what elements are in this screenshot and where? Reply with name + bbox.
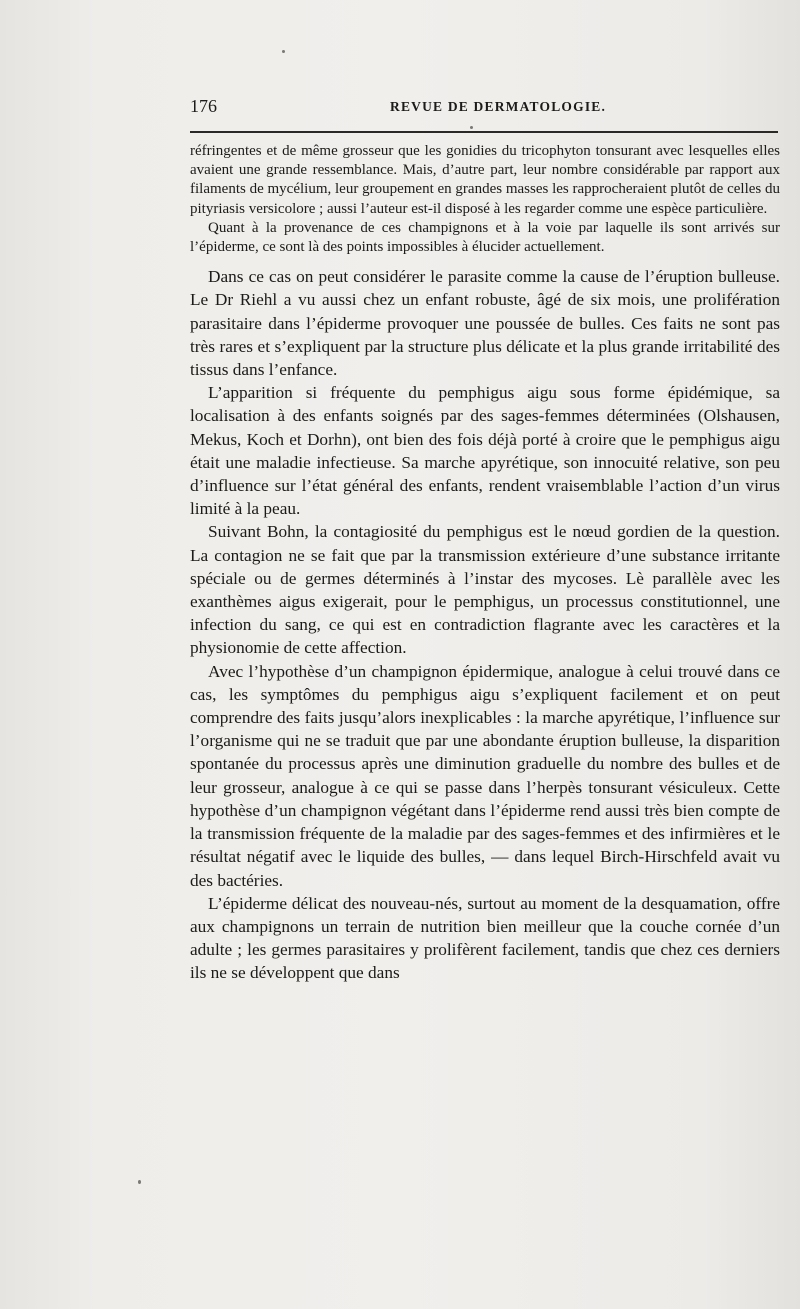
paragraph: L’épiderme délicat des nouveau-nés, surtout au moment de la desquamation, offre aux champignons un terrain de nutrition bien meilleur que la couche cornée d’un adulte ; les germes parasitaires y prolifèrent facilement, tandis que chez ces derniers ils ne se développent que dans: [190, 893, 780, 983]
paper-speck: [470, 126, 473, 129]
page-number: 176: [190, 96, 217, 116]
header-rule: [190, 131, 778, 133]
small-print-section: [190, 142, 780, 257]
paragraph: Quant à la provenance de ces champignons et à la voie par laquelle ils sont arrivés sur l’épiderme, ce sont là des points impossibles à élucider actuellement.: [190, 219, 780, 256]
paragraph: Suivant Bohn, la contagiosité du pemphigus est le nœud gordien de la question. La contagion ne se fait que par la transmission extérieure d’une substance irritante spéciale ou de germes déterminés à l’instar des mycoses. Lè parallèle avec les exanthèmes aigus exigerait, pour le pemphigus, un processus constitutionnel, une infection du sang, ce qui est en contradiction flagrante avec les caractères et la physionomie de cette affection.: [190, 522, 780, 658]
journal-title: REVUE DE DERMATOLOGIE.: [390, 99, 607, 114]
paragraph: Avec l’hypothèse d’un champignon épidermique, analogue à celui trouvé dans ce cas, les symptômes du pemphigus aigu s’expliquent facilement et on peut comprendre des faits jusqu’alors inexplicables : la marche apyrétique, l’influence sur l’organisme qui ne se traduit que par une abondante éruption bulleuse, la disparition spontanée du processus après une diminution graduelle du nombre des bulles et de leur grosseur, analogue à ce qui se passe dans l’herpès tonsurant vésiculeux. Cette hypothèse d’un champignon végétant dans l’épiderme rend aussi très bien compte de la transmission fréquente de la maladie par des sages-femmes et des infirmières et le résultat négatif avec le liquide des bulles, — dans lequel Birch-Hirschfeld avait vu des bactéries.: [190, 661, 780, 890]
running-head: [190, 96, 780, 124]
paper-speck: [282, 50, 285, 53]
paragraph: Dans ce cas on peut considérer le parasite comme la cause de l’éruption bulleuse. Le Dr Riehl a vu aussi chez un enfant robuste, âgé de six mois, une prolifération parasitaire dans l’épiderme provoquer une poussée de bulles. Ces faits ne sont pas très rares et s’expliquent par la structure plus délicate et la plus grande irritabilité des tissus dans l’enfance.: [190, 267, 780, 380]
paper-speck: [138, 1180, 141, 1184]
paragraph: réfringentes et de même grosseur que les gonidies du tricophyton tonsurant avec lesquelles elles avaient une grande ressemblance. Mais, d’autre part, leur nombre considérable par rapport aux filaments de mycélium, leur groupement en grandes masses les rapprocheraient plutôt de celles du pityriasis versicolore ; aussi l’auteur est-il disposé à les regarder comme une espèce particulière.: [190, 143, 780, 217]
main-text-section: [190, 265, 780, 984]
body-text: [190, 142, 780, 985]
paragraph: L’apparition si fréquente du pemphigus aigu sous forme épidémique, sa localisation à des enfants soignés par des sages-femmes déterminées (Olshausen, Mekus, Koch et Dorhn), ont bien des fois déjà porté à croire que le pemphigus aigu était une maladie infectieuse. Sa marche apyrétique, son innocuité relative, son peu d’influence sur l’état général des enfants, rendent vraisemblable l’action d’un virus limité à la peau.: [190, 383, 780, 519]
